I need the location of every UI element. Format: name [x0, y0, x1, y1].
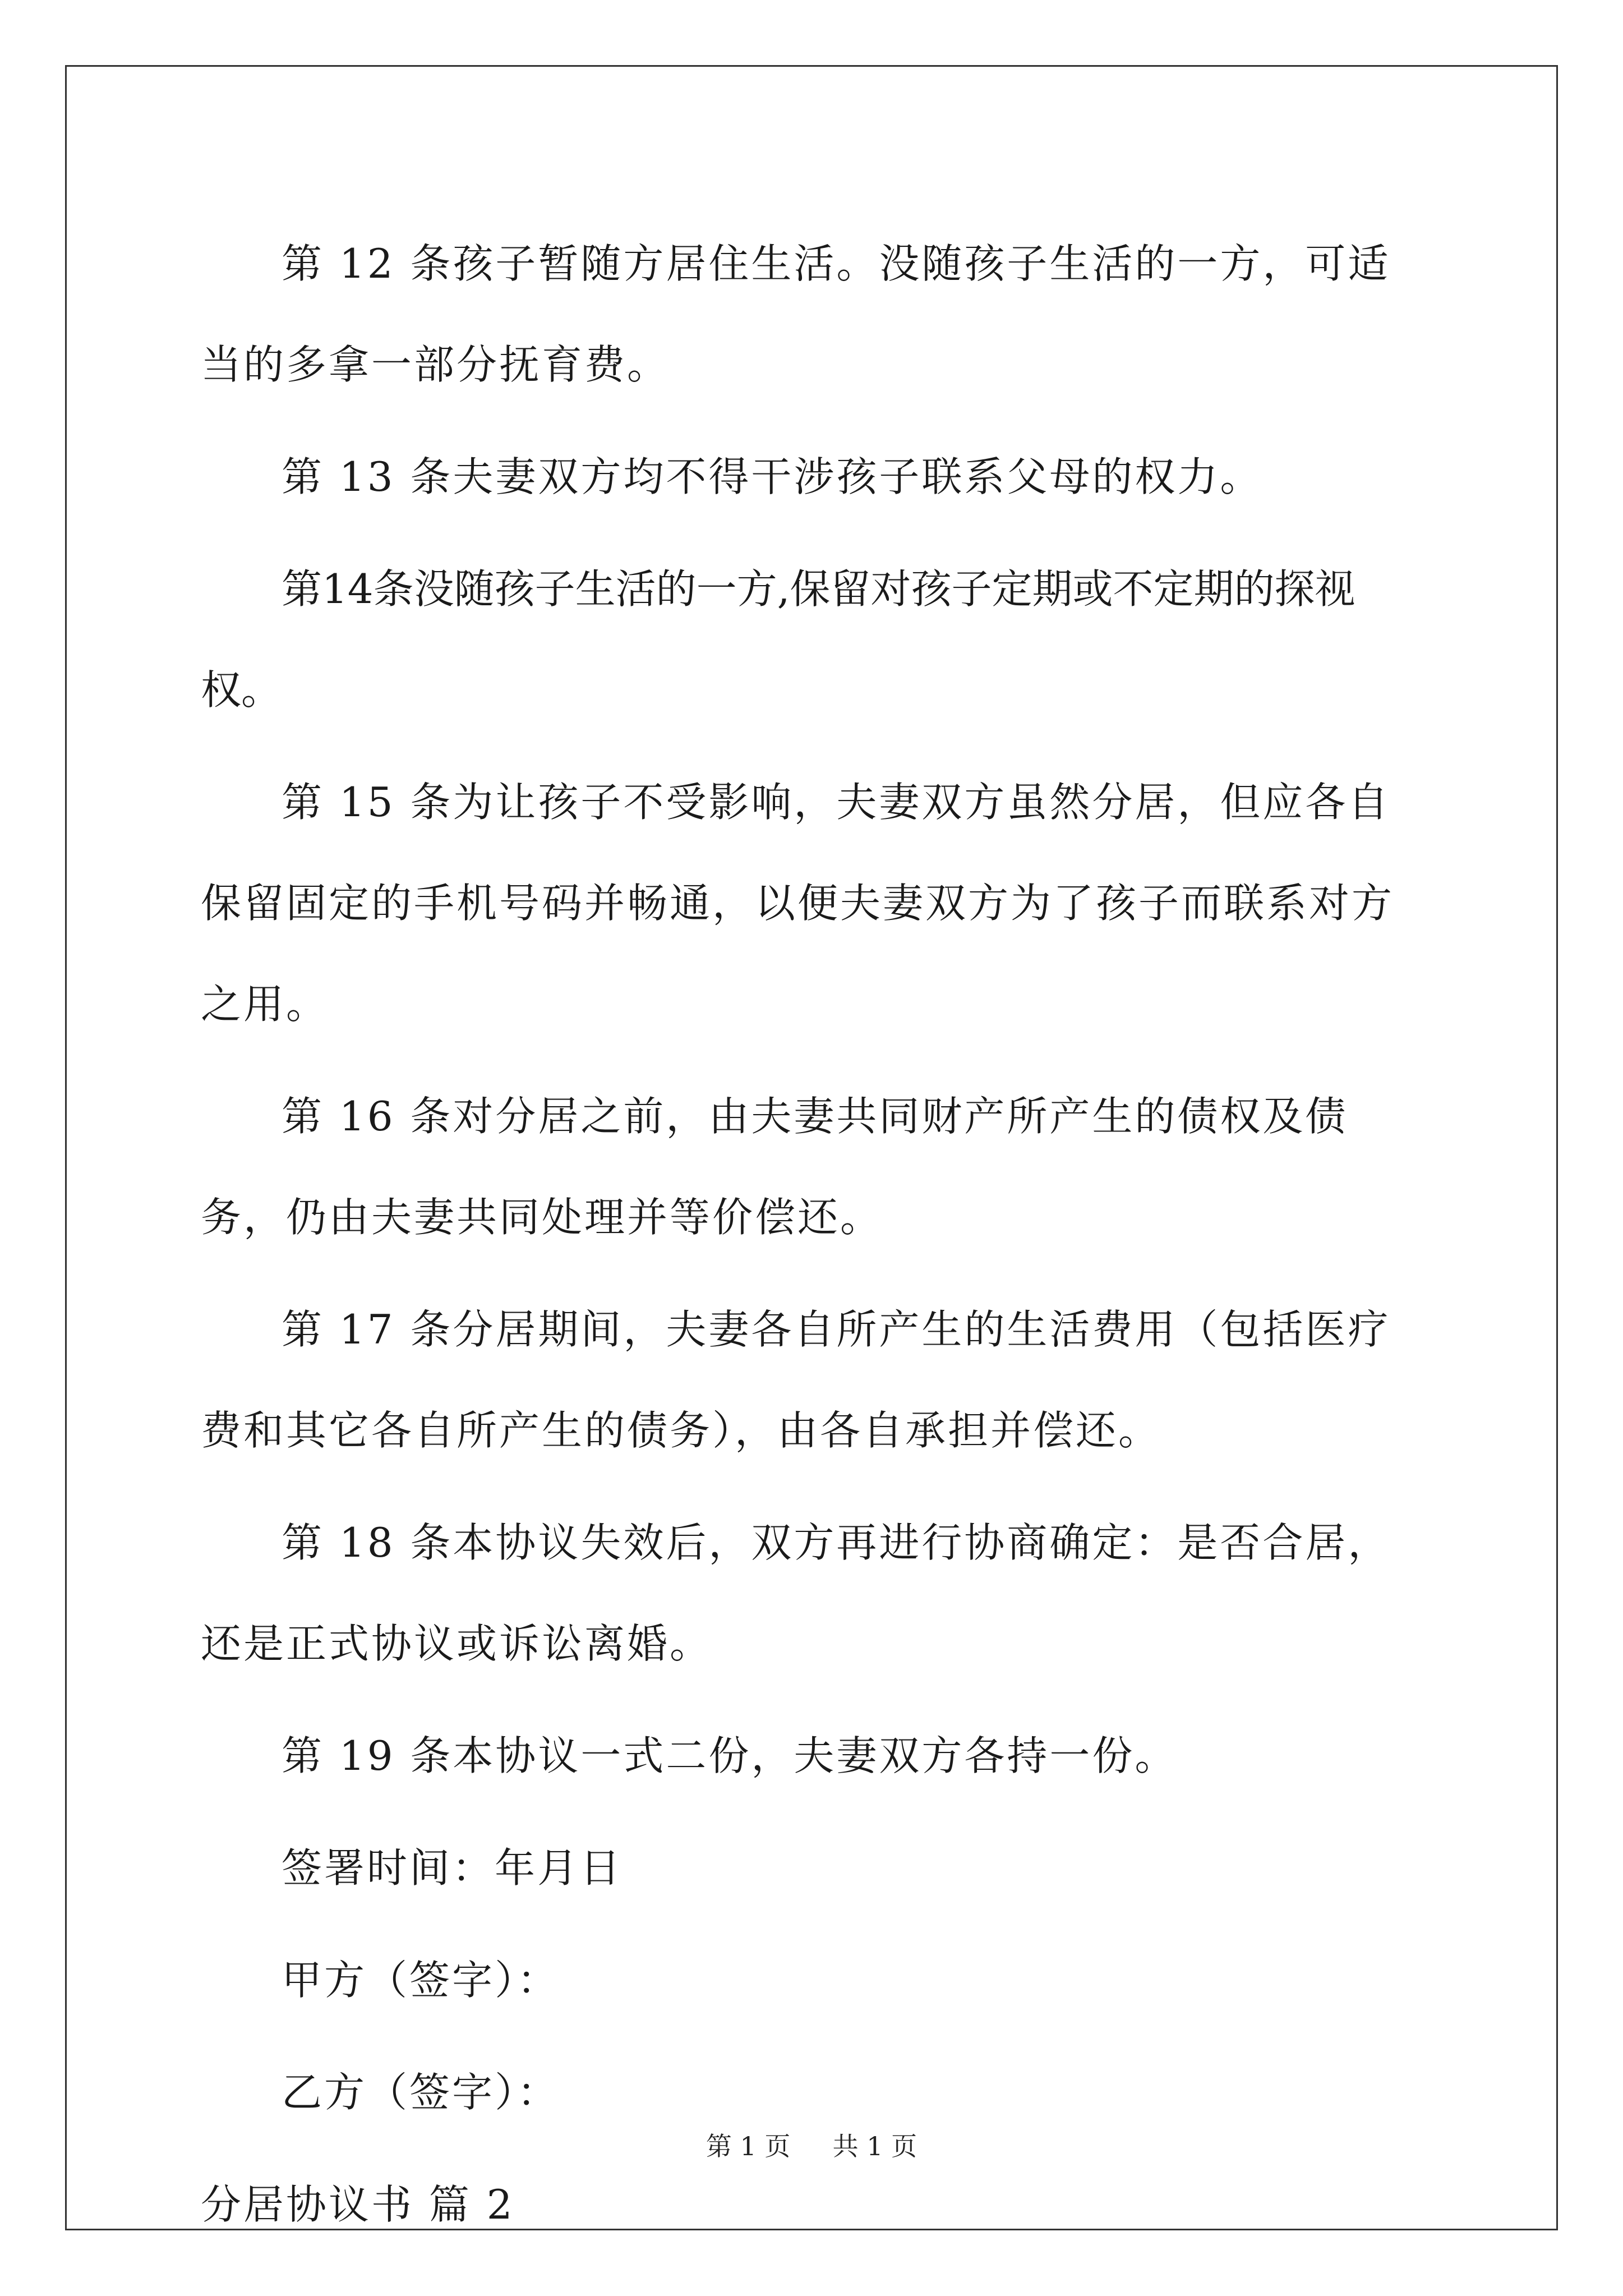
party-b-signature: 乙方（签字）：: [282, 2069, 560, 2116]
signing-date: 签署时间：年月日: [282, 1844, 623, 1892]
clause-16: 第 16 条对分居之前，由夫妻共同财产所产生的债权及债务，仍由夫妻共同处理并等价偿还。: [201, 1093, 1348, 1241]
clause-14: 第14条没随孩子生活的一方,保留对孩子定期或不定期的探视权。: [201, 565, 1355, 714]
page-total: 共 1 页: [832, 2131, 917, 2161]
document-body: [201, 213, 1429, 2266]
clause-17: 第 17 条分居期间，夫妻各自所产生的生活费用（包括医疗费和其它各自所产生的债务），由各自承担并偿还。: [201, 1306, 1391, 1454]
clause-18: 第 18 条本协议失效后，双方再进行协商确定：是否合居，还是正式协议或诉讼离婚。: [201, 1519, 1391, 1667]
section-heading: 分居协议书 篇 2: [201, 2181, 515, 2228]
clause-19: 第 19 条本协议一式二份，夫妻双方各持一份。: [282, 1732, 1178, 1779]
page-number: 第 1 页: [706, 2131, 791, 2161]
clause-15: 第 15 条为让孩子不受影响，夫妻双方虽然分居，但应各自保留固定的手机号码并畅通，以便夫妻双方为了孩子而联系对方之用。: [201, 779, 1395, 1028]
page-footer: [0, 2126, 1623, 2163]
clause-12: 第 12 条孩子暂随方居住生活。没随孩子生活的一方，可适当的多拿一部分抚育费。: [201, 240, 1391, 388]
party-a-signature: 甲方（签字）：: [282, 1957, 560, 2004]
clause-13: 第 13 条夫妻双方均不得干涉孩子联系父母的权力。: [282, 453, 1263, 500]
